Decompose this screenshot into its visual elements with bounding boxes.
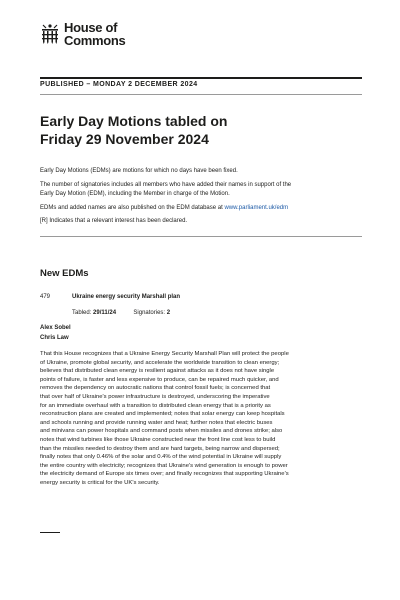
logo-wordmark <box>64 22 125 47</box>
signatories-label: Signatories: <box>133 310 166 316</box>
signatories-count: 2 <box>166 310 171 316</box>
motion-line: points of failure, is faster and less expensive to produce, can be repaired much quicker, and <box>40 376 279 383</box>
motion-line: of Ukraine, promote global security, and accelerate the worldwide transition to clean energy; <box>40 359 280 366</box>
title-line-2: Friday 29 November 2024 <box>40 131 209 147</box>
edm-motion-text <box>40 350 362 488</box>
logo-line-2: Commons <box>64 32 126 48</box>
intro-paragraph-2-line-2: Early Day Motion (EDM), including the Member in charge of the Motion. <box>40 190 230 197</box>
edm-database-link[interactable]: www.parliament.uk/edm <box>224 205 289 211</box>
intro-paragraph-2-line-1: The number of signatories includes all members who have added their names in support of the <box>40 182 292 188</box>
motion-line: and minivans can power hospitals and command posts when missiles and drones strike; also <box>40 428 283 435</box>
title-line-1: Early Day Motions tabled on <box>40 113 228 129</box>
published-rule <box>40 94 362 95</box>
logo-line-1: House of <box>64 20 118 35</box>
relevant-interest-note: [R] Indicates that a relevant interest has been declared. <box>40 218 188 224</box>
motion-line: energy security is critical for the UK's security. <box>40 479 160 486</box>
tabled-label: Tabled: <box>72 310 92 316</box>
motion-line: finally notes that only 0.46% of the solar and 0.4% of the wind potential in Ukraine will supply <box>40 454 282 461</box>
edm-number: 479 <box>40 294 51 300</box>
edm-meta <box>72 310 170 316</box>
portcullis-icon <box>40 23 60 45</box>
end-rule <box>40 532 60 533</box>
edm-database-text: EDMs and added names are also published on the EDM database at <box>40 205 225 211</box>
motion-line: than the missiles needed to destroy them and are hard targets, being narrow and dispersed; <box>40 445 280 452</box>
published-date: PUBLISHED – MONDAY 2 DECEMBER 2024 <box>40 81 198 88</box>
motion-line: reconstruction plans are created and implemented; notes that solar energy can keep hospitals <box>40 411 285 418</box>
intro-paragraph-2 <box>40 181 362 198</box>
house-of-commons-logo <box>40 22 125 47</box>
motion-line: That this House recognizes that a Ukraine Energy Security Marshall Plan will protect the people <box>40 351 289 357</box>
edm-title: Ukraine energy security Marshall plan <box>72 294 181 300</box>
sponsor-name: Alex Sobel <box>40 325 71 331</box>
sponsor-name: Chris Law <box>40 335 69 341</box>
header-rule <box>40 77 362 79</box>
motion-line: that over half of Ukraine's power infrastructure is destroyed, underscoring the imperative <box>40 393 270 400</box>
motion-line: for an immediate overhaul with a transition to distributed clean energy that is a priority as <box>40 402 271 409</box>
motion-line: removes the dependency on autocratic nations that control fossil fuels; is concerned that <box>40 385 271 392</box>
intro-paragraph-1: Early Day Motions (EDMs) are motions for which no days have been fixed. <box>40 168 238 174</box>
motion-line: the entire country with electricity; recognizes that Ukraine's wind generation is enough to power <box>40 462 288 469</box>
intro-rule <box>40 236 362 237</box>
motion-line: and schools running and provide running water and heat; further notes that electric buses <box>40 419 273 426</box>
motion-line: believes that distributed clean energy is resilient against attacks as it does not have single <box>40 368 275 375</box>
motion-line: notes that wind turbines like those Ukraine constructed near the front line cost less to build <box>40 436 276 443</box>
tabled-date: 29/11/24 <box>93 310 117 316</box>
intro-paragraph-3 <box>40 204 362 213</box>
page-title <box>40 112 227 148</box>
motion-line: the electricity demand of Europe six times over; and finally recognizes that supporting Ukraine's <box>40 471 289 478</box>
section-title-new-edms: New EDMs <box>40 268 89 279</box>
